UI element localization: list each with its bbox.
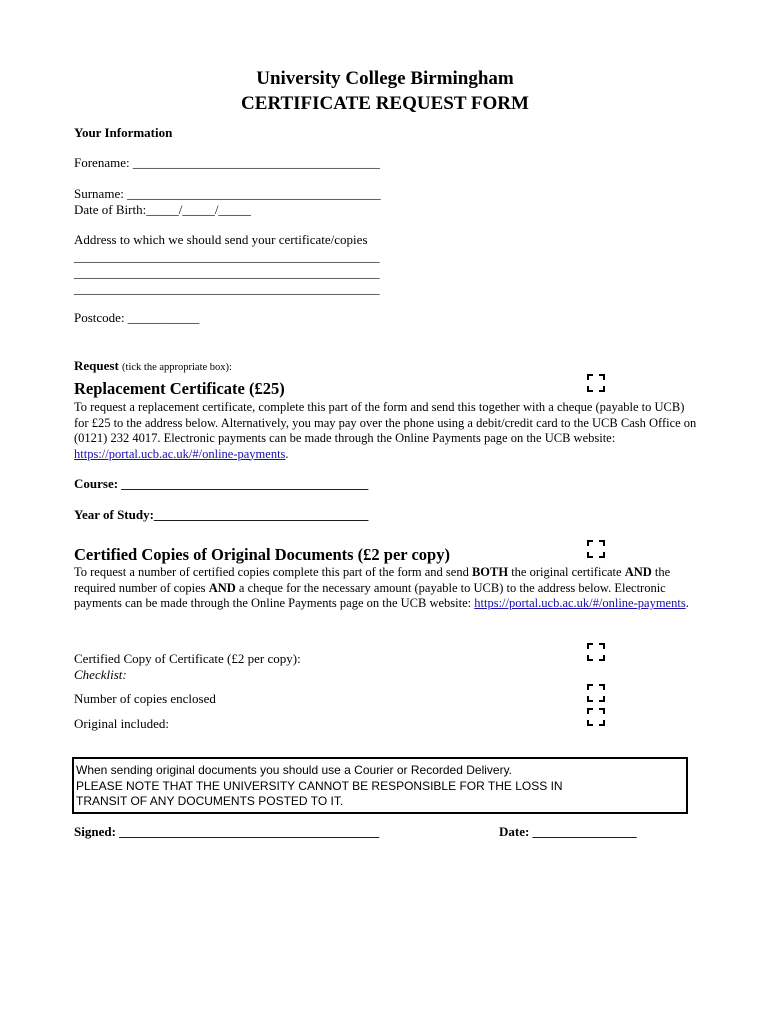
request-label-text: Request — [74, 358, 119, 373]
form-title: CERTIFICATE REQUEST FORM — [241, 93, 529, 114]
course-field[interactable]: Course: ______________________________________ — [74, 476, 369, 491]
date-of-birth-field[interactable]: Date of Birth:_____/_____/_____ — [74, 202, 251, 217]
your-information-heading: Your Information — [74, 125, 173, 140]
replacement-checkbox[interactable] — [587, 374, 605, 392]
request-hint: (tick the appropriate box): — [122, 362, 232, 373]
copies-enclosed-checkbox[interactable] — [587, 684, 605, 702]
certified-body-and-1: AND — [624, 565, 652, 579]
signature-field[interactable]: Signed: ________________________________________ — [74, 824, 380, 839]
certified-copies-heading: Certified Copies of Original Documents (£2 per copy) — [74, 545, 450, 564]
surname-field[interactable]: Surname: _______________________________________ — [74, 186, 381, 201]
replacement-body-text: To request a replacement certificate, complete this part of the form and send this together with a cheque (payable to UCB) for £25 to the address below. Alternatively, you may pay over the phone using a debit/credit card to the UCB Cash Office on (0121) 232 4017. Electronic payments can be made through the Online Payments page on the UCB website: — [74, 400, 697, 445]
address-line-1[interactable]: _______________________________________________ — [74, 249, 380, 264]
postcode-field[interactable]: Postcode: ___________ — [74, 310, 200, 325]
replacement-description: To request a replacement certificate, complete this part of the form and send this together with a cheque (payable to UCB) for £25 to the address below. Alternatively, you may pay over the phone using a debit/credit card to the UCB Cash Office on (0121) 232 4017. Electronic payments can be made through the Online Payments page on the UCB website: https://portal.ucb.ac.uk/#/online-payments. — [74, 400, 697, 461]
checklist-label: Checklist: — [74, 667, 127, 682]
request-label — [74, 358, 232, 374]
certified-copies-checkbox[interactable] — [587, 540, 605, 558]
year-of-study-field[interactable]: Year of Study:_________________________________ — [74, 507, 369, 522]
institution-name: University College Birmingham — [256, 68, 514, 89]
notice-line-1: When sending original documents you should use a Courier or Recorded Delivery. — [76, 763, 513, 777]
certified-payments-link[interactable]: https://portal.ucb.ac.uk/#/online-payments — [474, 596, 686, 610]
certified-copies-description: To request a number of certified copies complete this part of the form and send BOTH the original certificate AND the required number of copies AND a cheque for the necessary amount (payable to UCB) to the address below. Electronic payments can be made through the Online Payments page on the UCB website: https://portal.ucb.ac.uk/#/online-payments. — [74, 565, 689, 610]
copies-enclosed-label: Number of copies enclosed — [74, 691, 216, 706]
notice-line-3: TRANSIT OF ANY DOCUMENTS POSTED TO IT. — [76, 794, 344, 808]
certified-body-4: a cheque for the necessary amount (payable to UCB) to the address below. Electronic payments can be made through the Online Payments page on the UCB website: — [74, 580, 666, 610]
forename-field[interactable]: Forename: ______________________________________ — [74, 155, 380, 170]
certified-body-3: the required number of copies — [74, 565, 671, 595]
address-line-2[interactable]: _______________________________________________ — [74, 265, 380, 280]
replacement-heading: Replacement Certificate (£25) — [74, 379, 285, 398]
address-label: Address to which we should send your certificate/copies — [74, 232, 368, 247]
certified-body-2: the original certificate — [508, 565, 625, 579]
original-included-label: Original included: — [74, 716, 169, 731]
address-line-3[interactable]: _______________________________________________ — [74, 281, 380, 296]
replacement-payments-link[interactable]: https://portal.ucb.ac.uk/#/online-payments — [74, 446, 286, 461]
certified-body-and-2: AND — [208, 580, 236, 595]
delivery-notice-box — [72, 757, 688, 814]
certified-body-1: To request a number of certified copies complete this part of the form and send — [74, 565, 472, 579]
notice-line-2: PLEASE NOTE THAT THE UNIVERSITY CANNOT BE RESPONSIBLE FOR THE LOSS IN — [76, 779, 563, 793]
certified-copy-label: Certified Copy of Certificate (£2 per copy): — [74, 651, 301, 666]
certified-body-both: BOTH — [471, 565, 509, 579]
certified-copy-checkbox[interactable] — [587, 643, 605, 661]
date-field[interactable]: Date: ________________ — [499, 824, 637, 839]
original-included-checkbox[interactable] — [587, 708, 605, 726]
